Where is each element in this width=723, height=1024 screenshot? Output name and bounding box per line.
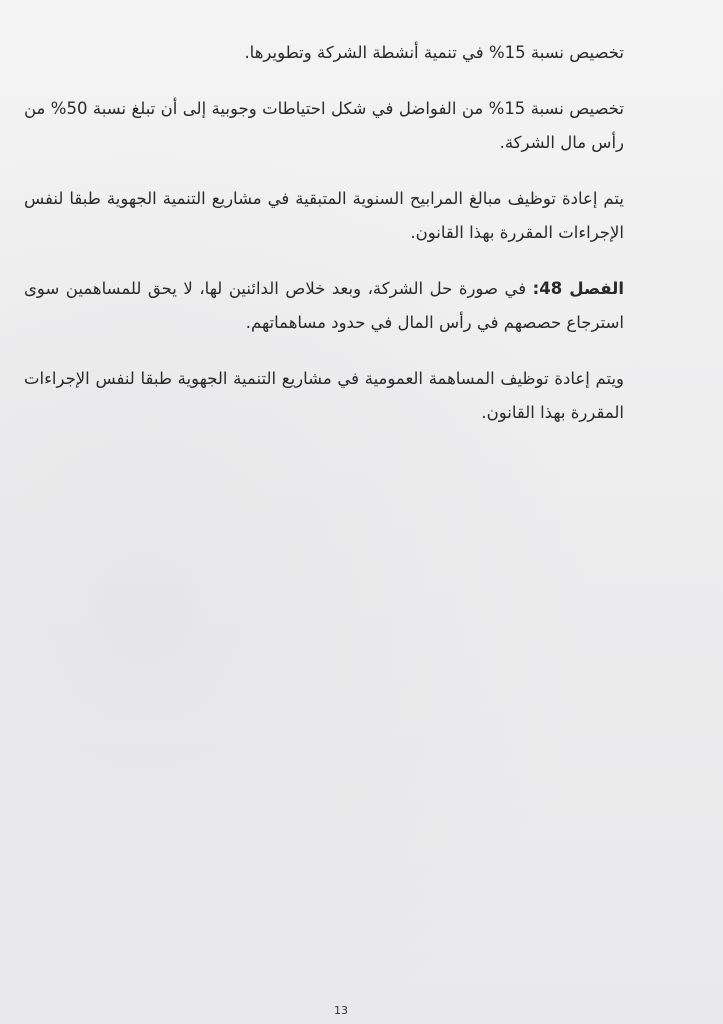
document-body xyxy=(24,36,624,452)
paragraph-4 xyxy=(24,272,624,340)
paragraph-3 xyxy=(24,182,624,250)
paragraph-3-text: يتم إعادة توظيف مبالغ المرابيح السنوية المتبقية في مشاريع التنمية الجهوية طبقا لنفس الإجراءات المقررة بهذا القانون. xyxy=(24,189,624,242)
chapter-48-heading: الفصل 48: xyxy=(532,279,624,298)
page-number: 13 xyxy=(334,1004,348,1017)
paragraph-1-text: تخصيص نسبة 15% في تنمية أنشطة الشركة وتطويرها. xyxy=(244,43,624,62)
paragraph-4-text: في صورة حل الشركة، وبعد خلاص الدائنين لها، لا يحق للمساهمين سوى استرجاع حصصهم في رأس المال في حدود مساهماتهم. xyxy=(24,279,624,332)
paragraph-2 xyxy=(24,92,624,160)
paragraph-5 xyxy=(24,362,624,430)
paragraph-5-text: ويتم إعادة توظيف المساهمة العمومية في مشاريع التنمية الجهوية طبقا لنفس الإجراءات المقررة بهذا القانون. xyxy=(24,369,624,422)
paragraph-2-text: تخصيص نسبة 15% من الفواضل في شكل احتياطات وجوبية إلى أن تبلغ نسبة 50% من رأس مال الشركة. xyxy=(24,99,625,152)
paragraph-1 xyxy=(24,36,624,70)
